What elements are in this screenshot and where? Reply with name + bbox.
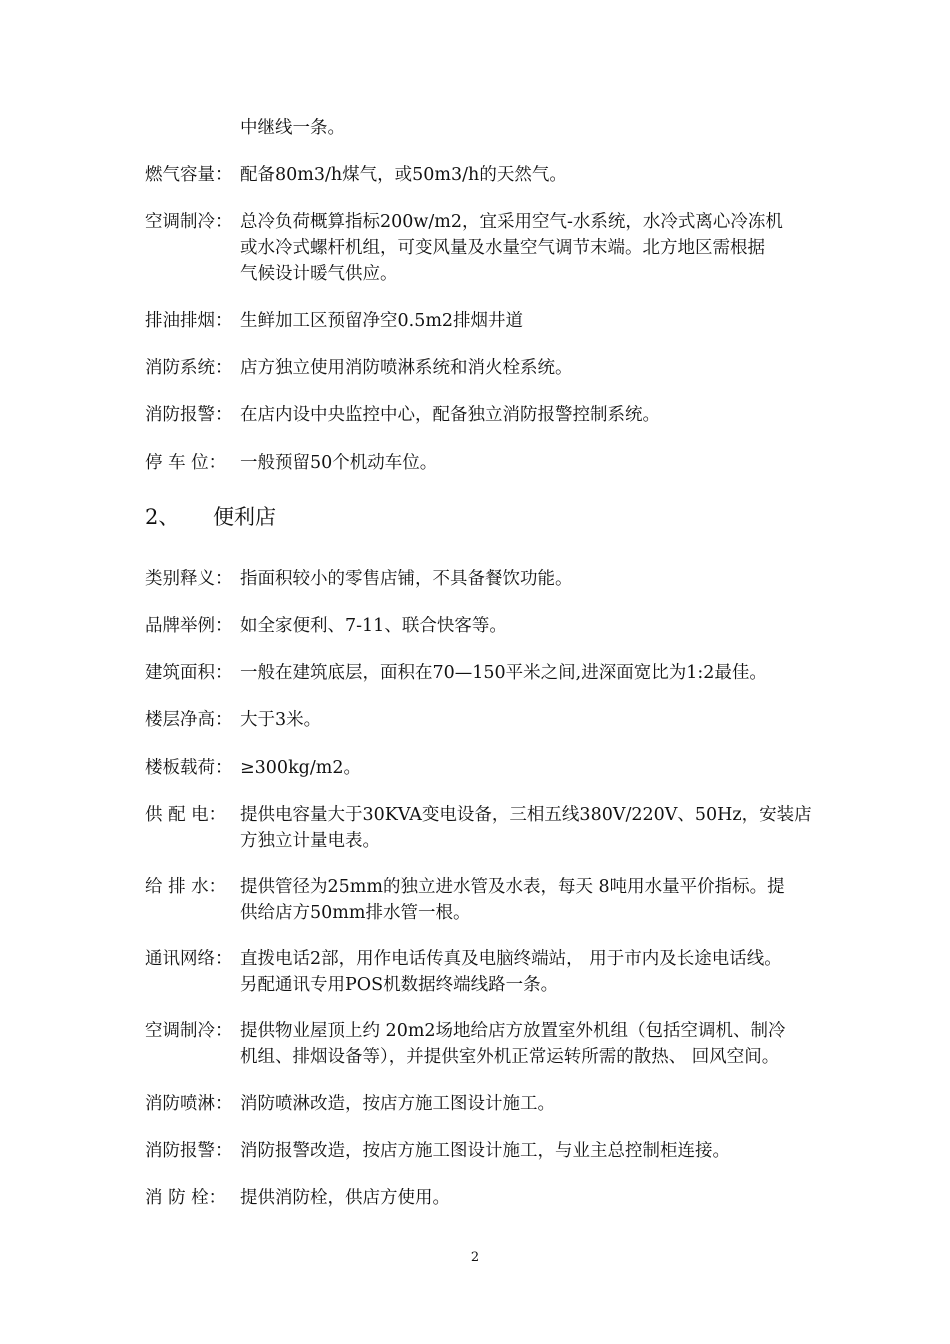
desc-category: 指面积较小的零售店铺，不具备餐饮功能。 (240, 569, 573, 589)
section-number: 2、 (145, 505, 180, 529)
term-fire-alarm: 消防报警： (145, 405, 233, 425)
desc-air-conditioning-line-1: 总冷负荷概算指标200w/m2，宜采用空气-水系统，水冷式离心冷冻机 (240, 212, 783, 232)
term-water-supply: 给 排 水： (145, 877, 227, 897)
desc-exhaust: 生鲜加工区预留净空0.5m2排烟井道 (240, 311, 524, 331)
desc-fire-alarm-2: 消防报警改造，按店方施工图设计施工，与业主总控制柜连接。 (240, 1141, 730, 1161)
section-heading (145, 502, 276, 532)
term-brands: 品牌举例： (145, 616, 233, 636)
term-gas-capacity: 燃气容量： (145, 165, 233, 185)
desc-air-conditioning-line-3: 气候设计暖气供应。 (240, 264, 398, 284)
desc-fire-system: 店方独立使用消防喷淋系统和消火栓系统。 (240, 358, 573, 378)
term-air-conditioning-2: 空调制冷： (145, 1021, 233, 1041)
desc-water-supply-line-1: 提供管径为25mm的独立进水管及水表，每天 8吨用水量平价指标。提 (240, 877, 785, 897)
term-floor-area: 建筑面积： (145, 663, 233, 683)
desc-floor-area: 一般在建筑底层，面积在70—150平米之间,进深面宽比为1:2最佳。 (240, 663, 767, 683)
desc-power-supply-line-1: 提供电容量大于30KVA变电设备，三相五线380V/220V、50Hz，安装店 (240, 805, 812, 825)
term-sprinkler: 消防喷淋： (145, 1094, 233, 1114)
desc-parking: 一般预留50个机动车位。 (240, 453, 438, 473)
term-network: 通讯网络： (145, 949, 233, 969)
desc-brands: 如全家便利、7-11、联合快客等。 (240, 616, 507, 636)
term-power-supply: 供 配 电： (145, 805, 227, 825)
desc-network-line-2: 另配通讯专用POS机数据终端线路一条。 (240, 975, 559, 995)
desc-network-line-1: 直拨电话2部，用作电话传真及电脑终端站， 用于市内及长途电话线。 (240, 949, 782, 969)
continuation-line: 中继线一条。 (240, 118, 345, 138)
term-parking: 停 车 位： (145, 453, 227, 473)
desc-floor-load: ≥300kg/m2。 (240, 758, 361, 778)
term-air-conditioning: 空调制冷： (145, 212, 233, 232)
desc-clear-height: 大于3米。 (240, 710, 322, 730)
term-exhaust: 排油排烟： (145, 311, 233, 331)
term-hydrant: 消 防 栓： (145, 1188, 227, 1208)
desc-water-supply-line-2: 供给店方50mm排水管一根。 (240, 903, 471, 923)
desc-air-conditioning-2-line-1: 提供物业屋顶上约 20m2场地给店方放置室外机组（包括空调机、制冷 (240, 1021, 786, 1041)
desc-power-supply-line-2: 方独立计量电表。 (240, 831, 380, 851)
page-number: 2 (470, 1250, 480, 1265)
desc-air-conditioning-line-2: 或水冷式螺杆机组，可变风量及水量空气调节末端。北方地区需根据 (240, 238, 765, 258)
desc-air-conditioning-2-line-2: 机组、排烟设备等），并提供室外机正常运转所需的散热、 回风空间。 (240, 1047, 780, 1067)
term-fire-system: 消防系统： (145, 358, 233, 378)
desc-hydrant: 提供消防栓，供店方使用。 (240, 1188, 450, 1208)
desc-fire-alarm: 在店内设中央监控中心，配备独立消防报警控制系统。 (240, 405, 660, 425)
term-category: 类别释义： (145, 569, 233, 589)
section-title: 便利店 (213, 505, 276, 529)
term-fire-alarm-2: 消防报警： (145, 1141, 233, 1161)
desc-gas-capacity: 配备80m3/h煤气，或50m3/h的天然气。 (240, 165, 567, 185)
term-clear-height: 楼层净高： (145, 710, 233, 730)
desc-sprinkler: 消防喷淋改造，按店方施工图设计施工。 (240, 1094, 555, 1114)
term-floor-load: 楼板载荷： (145, 758, 233, 778)
